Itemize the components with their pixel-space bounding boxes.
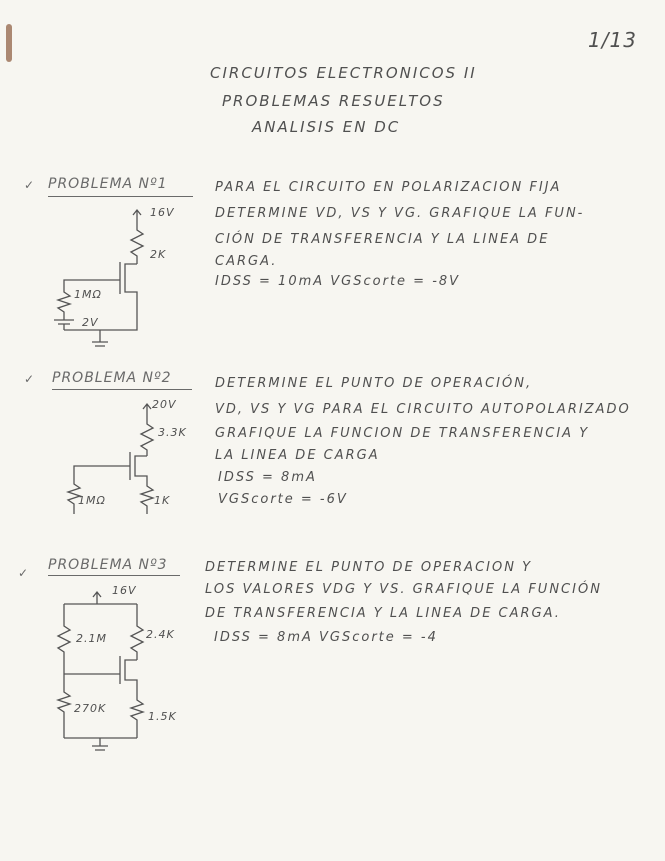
header-subtitle: PROBLEMAS RESUELTOS bbox=[222, 92, 445, 110]
check-mark-icon: ✓ bbox=[24, 178, 35, 192]
problem-2-circuit-diagram bbox=[50, 392, 200, 532]
problem-1-heading: PROBLEMA Nº1 bbox=[48, 176, 168, 192]
problem-2-param-vgs: VGScorte = -6V bbox=[218, 492, 348, 507]
problem-3-line-1: DETERMINE EL PUNTO DE OPERACION Y bbox=[205, 560, 533, 575]
problem-2-line-1: DETERMINE EL PUNTO DE OPERACIÓN, bbox=[215, 376, 533, 391]
problem-3-r2-label: 270K bbox=[74, 702, 107, 715]
problem-1-circuit-diagram bbox=[40, 200, 200, 360]
margin-ink-mark bbox=[6, 24, 12, 62]
problem-1-params: IDSS = 10mA VGScorte = -8V bbox=[215, 274, 461, 289]
problem-2-line-3: GRAFIQUE LA FUNCION DE TRANSFERENCIA Y bbox=[215, 426, 590, 441]
problem-2-heading-underline bbox=[52, 389, 192, 390]
problem-3-r1-label: 2.1M bbox=[76, 632, 107, 645]
problem-1-rg-label: 1MΩ bbox=[74, 288, 102, 301]
problem-3-rs-label: 1.5K bbox=[148, 710, 177, 723]
header-title: CIRCUITOS ELECTRONICOS II bbox=[210, 64, 477, 82]
problem-1-line-2: DETERMINE VD, VS Y VG. GRAFIQUE LA FUN- bbox=[215, 206, 585, 221]
problem-3-heading: PROBLEMA Nº3 bbox=[48, 557, 168, 573]
problem-3-line-3: DE TRANSFERENCIA Y LA LINEA DE CARGA. bbox=[205, 606, 561, 621]
problem-3-rd-label: 2.4K bbox=[146, 628, 175, 641]
problem-1-line-1: PARA EL CIRCUITO EN POLARIZACION FIJA bbox=[215, 180, 562, 195]
problem-3-line-2: LOS VALORES VDG Y VS. GRAFIQUE LA FUNCIÓN bbox=[205, 582, 602, 597]
problem-3-supply-label: 16V bbox=[112, 584, 137, 597]
page-number: 1/13 bbox=[588, 28, 637, 52]
problem-3-params: IDSS = 8mA VGScorte = -4 bbox=[214, 630, 438, 645]
problem-3-circuit-diagram bbox=[50, 580, 200, 760]
problem-3-heading-underline bbox=[48, 575, 180, 576]
problem-1-vgg-label: 2V bbox=[82, 316, 99, 329]
problem-1-heading-underline bbox=[48, 196, 193, 197]
problem-2-heading: PROBLEMA Nº2 bbox=[52, 370, 172, 386]
problem-2-rd-label: 3.3K bbox=[158, 426, 187, 439]
problem-2-rs-label: 1K bbox=[154, 494, 171, 507]
problem-1-line-4: CARGA. bbox=[215, 254, 278, 269]
problem-2-supply-label: 20V bbox=[152, 398, 177, 411]
supply-arrow-icon bbox=[93, 592, 101, 604]
problem-1-rd-label: 2K bbox=[150, 248, 167, 261]
supply-arrow-icon bbox=[143, 404, 151, 414]
problem-1-line-3: CIÓN DE TRANSFERENCIA Y LA LINEA DE bbox=[215, 232, 550, 247]
problem-1-supply-label: 16V bbox=[150, 206, 175, 219]
problem-2-rg-label: 1MΩ bbox=[78, 494, 106, 507]
check-mark-icon: ✓ bbox=[18, 566, 29, 580]
header-topic: ANALISIS EN DC bbox=[252, 118, 401, 136]
problem-2-param-idss: IDSS = 8mA bbox=[218, 470, 317, 485]
check-mark-icon: ✓ bbox=[24, 372, 35, 386]
problem-2-line-4: LA LINEA DE CARGA bbox=[215, 448, 380, 463]
problem-2-line-2: VD, VS Y VG PARA EL CIRCUITO AUTOPOLARIZADO bbox=[215, 402, 631, 417]
